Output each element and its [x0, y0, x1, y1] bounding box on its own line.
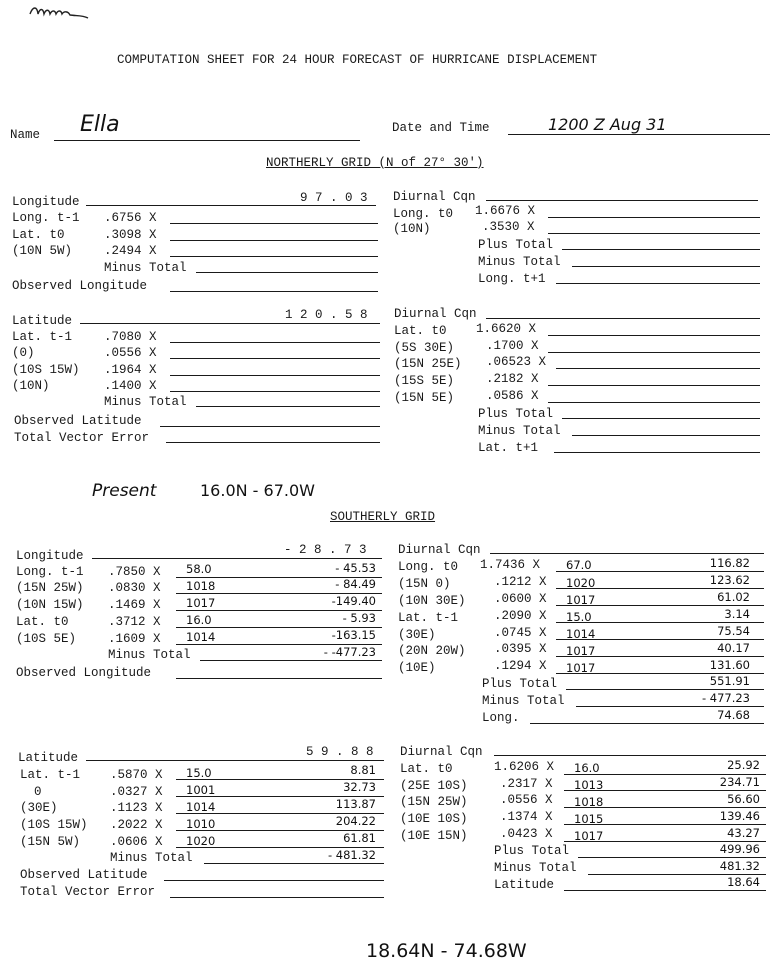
s-lon-r0-hw: 58.0: [186, 562, 212, 576]
s-dlat-plus-line: [578, 857, 766, 858]
s-dlat-r2-coef: .0556 X: [500, 793, 553, 807]
s-lon-r1-label: (15N 25W): [16, 581, 84, 595]
s-dlon-minus-line: [576, 706, 764, 707]
s-dlon-r0-coef: 1.7436 X: [480, 558, 541, 572]
n-dlon-result: Long. t+1: [478, 272, 546, 286]
s-lon-minus-total-value: - -477.23: [323, 645, 376, 659]
s-lon-r4-hw: 1014: [186, 630, 216, 644]
n-dlat-r4-label: (15N 5E): [394, 391, 455, 405]
n-lat-minus-total: Minus Total: [104, 395, 187, 409]
s-lon-r2-res: -149.40: [331, 594, 376, 608]
s-dlat-r1-line: [564, 790, 766, 791]
n-lat-r1-label: (0): [12, 346, 35, 360]
name-line: [54, 140, 360, 141]
n-lat-r2-label: (10S 15W): [12, 363, 80, 377]
date-value: 1200 Z Aug 31: [548, 115, 667, 134]
s-dlat-r0-coef: 1.6206 X: [494, 760, 555, 774]
s-dlon-r1-line: [556, 588, 764, 589]
s-lon-r4-label: (10S 5E): [16, 632, 77, 646]
s-lat-observed: Observed Latitude: [20, 868, 148, 882]
n-dlat-r1-coef: .1700 X: [486, 339, 539, 353]
s-lon-line: [92, 558, 382, 559]
n-dlat-minus-line: [572, 435, 760, 436]
n-lat-r3-label: (10N): [12, 379, 50, 393]
n-lat-line: [80, 323, 380, 324]
s-lat-r1-label: 0: [34, 785, 42, 799]
corner-scribble: [28, 2, 98, 22]
s-lat-r2-coef: .1123 X: [110, 801, 163, 815]
n-dlat-r4-coef: .0586 X: [486, 389, 539, 403]
n-lat-r3-line: [170, 391, 380, 392]
n-lon-r2-line: [170, 256, 378, 257]
s-lat-minus-line: [204, 863, 384, 864]
s-dlat-r3-res: 139.46: [719, 809, 760, 823]
s-lat-observed-line: [164, 880, 384, 881]
n-lon-r2-coef: .2494 X: [104, 244, 157, 258]
n-lat-r0-coef: .7080 X: [104, 330, 157, 344]
date-line: [508, 134, 770, 135]
n-dlat-r2-coef: .06523 X: [486, 355, 547, 369]
s-lon-label: Longitude: [16, 549, 84, 563]
s-lat-r3-hw: 1010: [186, 817, 216, 831]
n-dlon-r0-line: [548, 217, 760, 218]
s-lat-r0-label: Lat. t-1: [20, 768, 81, 782]
s-dlat-r1-res: 234.71: [719, 775, 760, 789]
s-dlon-plus-total-value: 551.91: [709, 674, 750, 688]
name-value: Ella: [80, 112, 120, 137]
s-dlon-r3-res: 3.14: [724, 607, 750, 621]
page-title: COMPUTATION SHEET FOR 24 HOUR FORECAST OF HURRICANE DISPLACEMENT: [117, 53, 598, 67]
s-lat-r1-hw: 1001: [186, 783, 216, 797]
s-dlon-r4-label: (30E): [398, 628, 436, 642]
n-dlat-r0-label: Lat. t0: [394, 324, 447, 338]
s-lat-r4-hw: 1020: [186, 834, 216, 848]
n-lon-r2-label: (10N 5W): [12, 244, 73, 258]
n-dlon-line: [486, 200, 758, 201]
s-lon-minus-total: Minus Total: [108, 648, 191, 662]
s-dlat-plus-total: Plus Total: [494, 844, 570, 858]
n-dlon-r0-label: Long. t0: [393, 207, 454, 221]
n-lat-r1-line: [170, 358, 380, 359]
n-dlon-r1-line: [548, 233, 760, 234]
date-label: Date and Time: [392, 121, 490, 135]
n-lon-r1-line: [170, 240, 378, 241]
s-lon-observed-line: [176, 678, 382, 679]
s-lat-r2-label: (30E): [20, 801, 58, 815]
s-dlat-plus-total-value: 499.96: [719, 842, 760, 856]
s-dlon-r1-label: (15N 0): [398, 577, 451, 591]
n-dlon-r1-coef: .3530 X: [482, 220, 535, 234]
s-lat-r0-hw: 15.0: [186, 766, 212, 780]
s-dlon-r2-coef: .0600 X: [494, 592, 547, 606]
s-lat-r2-hw: 1014: [186, 800, 216, 814]
s-dlat-result-line: [564, 890, 766, 891]
s-dlon-r0-res: 116.82: [709, 556, 750, 570]
n-dlon-r0-coef: 1.6676 X: [475, 204, 536, 218]
present-label: Present: [92, 481, 157, 501]
n-dlon-plus-total: Plus Total: [478, 238, 554, 252]
s-lon-r1-hw: 1018: [186, 579, 216, 593]
s-dlat-r4-coef: .0423 X: [500, 827, 553, 841]
n-lat-r0-label: Lat. t-1: [12, 330, 73, 344]
s-lat-r3-coef: .2022 X: [110, 818, 163, 832]
n-lat-tve-line: [166, 442, 380, 443]
n-dlat-r3-label: (15S 5E): [394, 374, 455, 388]
n-lon-label: Longitude: [12, 195, 80, 209]
n-dlat-result-line: [554, 452, 760, 453]
s-dlat-minus-total: Minus Total: [494, 861, 577, 875]
s-dlon-r4-line: [556, 639, 764, 640]
s-lat-minus-total-value: - 481.32: [327, 848, 376, 862]
s-lon-r0-label: Long. t-1: [16, 565, 84, 579]
s-dlat-result-value: 18.64: [727, 875, 760, 889]
n-lat-r0-line: [170, 342, 380, 343]
s-dlon-r6-label: (10E): [398, 661, 436, 675]
s-lat-r3-res: 204.22: [335, 814, 376, 828]
s-dlon-r5-label: (20N 20W): [398, 644, 466, 658]
s-dlon-r0-label: Long. t0: [398, 560, 459, 574]
s-dlat-r4-res: 43.27: [727, 826, 760, 840]
n-dlon-minus-line: [572, 266, 760, 267]
n-dlon-label: Diurnal Cqn: [393, 190, 476, 204]
s-dlat-r4-hw: 1017: [574, 829, 604, 843]
n-lon-r1-label: Lat. t0: [12, 228, 65, 242]
s-dlon-r4-coef: .0745 X: [494, 626, 547, 640]
s-dlon-r4-hw: 1014: [566, 627, 596, 641]
n-lon-minus-line: [196, 272, 378, 273]
n-dlat-r0-coef: 1.6620 X: [476, 322, 537, 336]
n-dlat-r3-line: [548, 385, 760, 386]
n-lat-label: Latitude: [12, 314, 73, 328]
s-lon-observed: Observed Longitude: [16, 666, 152, 680]
s-dlon-plus-line: [566, 689, 764, 690]
s-dlon-label: Diurnal Cqn: [398, 543, 481, 557]
s-dlon-r0-hw: 67.0: [566, 558, 592, 572]
s-dlon-r4-res: 75.54: [717, 624, 750, 638]
n-dlat-result: Lat. t+1: [478, 441, 539, 455]
s-dlat-minus-total-value: 481.32: [719, 859, 760, 873]
n-lon-line: [86, 205, 376, 206]
s-lat-r4-label: (15N 5W): [20, 835, 81, 849]
s-dlon-r3-hw: 15.0: [566, 610, 592, 624]
s-dlon-plus-total: Plus Total: [482, 677, 558, 691]
s-dlat-r3-coef: .1374 X: [500, 810, 553, 824]
n-lon-r0-coef: .6756 X: [104, 211, 157, 225]
final-position: 18.64N - 74.68W: [366, 940, 527, 962]
s-dlat-r0-label: Lat. t0: [400, 762, 453, 776]
n-lon-r0-line: [170, 223, 378, 224]
s-lat-label: Latitude: [18, 751, 79, 765]
s-lon-r0-res: - 45.53: [335, 561, 376, 575]
n-dlon-minus-total: Minus Total: [478, 255, 561, 269]
s-lat-line: [86, 760, 384, 761]
s-lon-r3-label: Lat. t0: [16, 615, 69, 629]
n-dlat-r2-label: (15N 25E): [394, 357, 462, 371]
s-lat-r1-res: 32.73: [343, 780, 376, 794]
s-dlat-r1-coef: .2317 X: [500, 777, 553, 791]
s-dlon-result-value: 74.68: [717, 708, 750, 722]
s-dlon-r0-line: [556, 571, 764, 572]
s-dlat-r2-line: [564, 807, 766, 808]
s-lat-tve: Total Vector Error: [20, 885, 156, 899]
s-dlon-result: Long.: [482, 711, 520, 725]
n-dlat-r1-line: [548, 352, 760, 353]
s-dlat-result: Latitude: [494, 878, 555, 892]
northerly-header: NORTHERLY GRID (N of 27° 30'): [266, 156, 484, 170]
present-value: 16.0N - 67.0W: [200, 481, 315, 500]
southerly-header: SOUTHERLY GRID: [330, 510, 436, 524]
s-lat-r1-coef: .0327 X: [110, 785, 163, 799]
n-lon-observed-line: [170, 291, 378, 292]
n-lon-observed: Observed Longitude: [12, 279, 148, 293]
n-lon-r1-coef: .3098 X: [104, 228, 157, 242]
n-lon-minus-total: Minus Total: [104, 261, 187, 275]
n-lat-r2-coef: .1964 X: [104, 363, 157, 377]
n-lat-observed-line: [160, 426, 380, 427]
n-dlat-r3-coef: .2182 X: [486, 372, 539, 386]
s-lat-tve-line: [170, 897, 384, 898]
s-lon-r0-coef: .7850 X: [108, 565, 161, 579]
s-dlon-r5-coef: .0395 X: [494, 642, 547, 656]
n-lat-r3-coef: .1400 X: [104, 379, 157, 393]
n-lon-r0-label: Long. t-1: [12, 211, 80, 225]
s-lon-value: - 2 8 . 7 3: [284, 543, 367, 557]
n-dlat-line: [486, 318, 760, 319]
s-dlat-r0-res: 25.92: [727, 758, 760, 772]
s-dlon-r6-hw: 1017: [566, 661, 596, 675]
s-lon-r4-res: -163.15: [331, 628, 376, 642]
s-dlat-r1-label: (25E 10S): [400, 779, 468, 793]
s-dlat-r3-label: (10E 10S): [400, 812, 468, 826]
s-dlon-r2-line: [556, 605, 764, 606]
n-dlon-r1-label: (10N): [393, 222, 431, 236]
s-dlat-r0-hw: 16.0: [574, 761, 600, 775]
s-lon-r2-label: (10N 15W): [16, 598, 84, 612]
s-dlat-r3-line: [564, 824, 766, 825]
s-dlat-r1-hw: 1013: [574, 778, 604, 792]
s-lon-minus-line: [200, 660, 382, 661]
s-dlon-r5-res: 40.17: [717, 641, 750, 655]
s-dlon-r3-line: [556, 622, 764, 623]
s-lat-r0-res: 8.81: [350, 763, 376, 777]
n-dlat-minus-total: Minus Total: [478, 424, 561, 438]
s-lon-r2-coef: .1469 X: [108, 598, 161, 612]
s-lat-minus-total: Minus Total: [110, 851, 193, 865]
s-dlat-line: [494, 755, 766, 756]
s-dlon-r1-res: 123.62: [709, 573, 750, 587]
s-dlon-r6-coef: .1294 X: [494, 659, 547, 673]
n-dlat-r0-line: [548, 335, 760, 336]
s-lon-r1-coef: .0830 X: [108, 581, 161, 595]
s-dlon-r3-label: Lat. t-1: [398, 611, 459, 625]
s-dlat-r3-hw: 1015: [574, 812, 604, 826]
n-dlat-plus-line: [562, 418, 760, 419]
n-dlat-plus-total: Plus Total: [478, 407, 554, 421]
s-lat-r0-coef: .5870 X: [110, 768, 163, 782]
s-dlon-r2-label: (10N 30E): [398, 594, 466, 608]
n-dlat-label: Diurnal Cqn: [394, 307, 477, 321]
n-dlat-r4-line: [548, 402, 760, 403]
n-lat-observed: Observed Latitude: [14, 414, 142, 428]
s-dlon-r3-coef: .2090 X: [494, 609, 547, 623]
s-dlat-r2-res: 56.60: [727, 792, 760, 806]
n-dlon-plus-line: [562, 249, 760, 250]
n-lat-value: 1 2 0 . 5 8: [285, 308, 368, 322]
s-dlon-r5-hw: 1017: [566, 644, 596, 658]
s-dlon-line: [490, 553, 764, 554]
s-dlon-r6-res: 131.60: [709, 658, 750, 672]
s-lon-r2-hw: 1017: [186, 596, 216, 610]
s-dlat-r4-label: (10E 15N): [400, 829, 468, 843]
s-lat-value: 5 9 . 8 8: [306, 745, 374, 759]
n-lon-value: 9 7 . 0 3: [300, 191, 368, 205]
s-lat-r2-res: 113.87: [335, 797, 376, 811]
n-lat-r1-coef: .0556 X: [104, 346, 157, 360]
n-dlat-r1-label: (5S 30E): [394, 341, 455, 355]
s-dlon-minus-total: Minus Total: [482, 694, 565, 708]
s-lat-r4-res: 61.81: [343, 831, 376, 845]
s-lon-r1-res: - 84.49: [335, 577, 376, 591]
s-lon-r3-res: - 5.93: [342, 611, 376, 625]
s-lon-r3-coef: .3712 X: [108, 615, 161, 629]
name-label: Name: [10, 128, 41, 142]
s-dlon-r2-res: 61.02: [717, 590, 750, 604]
s-dlat-r2-hw: 1018: [574, 795, 604, 809]
s-dlon-result-line: [530, 723, 764, 724]
s-dlat-label: Diurnal Cqn: [400, 745, 483, 759]
s-lat-r4-coef: .0606 X: [110, 835, 163, 849]
s-lat-r3-label: (10S 15W): [20, 818, 88, 832]
n-dlat-r2-line: [556, 368, 760, 369]
n-dlon-result-line: [556, 283, 760, 284]
s-dlon-r5-line: [556, 656, 764, 657]
n-lat-tve: Total Vector Error: [14, 431, 150, 445]
s-dlon-r1-hw: 1020: [566, 576, 596, 590]
s-lon-r4-coef: .1609 X: [108, 632, 161, 646]
s-dlon-r1-coef: .1212 X: [494, 575, 547, 589]
s-dlon-r2-hw: 1017: [566, 593, 596, 607]
s-lon-r3-hw: 16.0: [186, 613, 212, 627]
s-dlat-r2-label: (15N 25W): [400, 795, 468, 809]
n-lat-minus-line: [196, 406, 380, 407]
n-lat-r2-line: [170, 375, 380, 376]
s-dlon-minus-total-value: - 477.23: [701, 691, 750, 705]
